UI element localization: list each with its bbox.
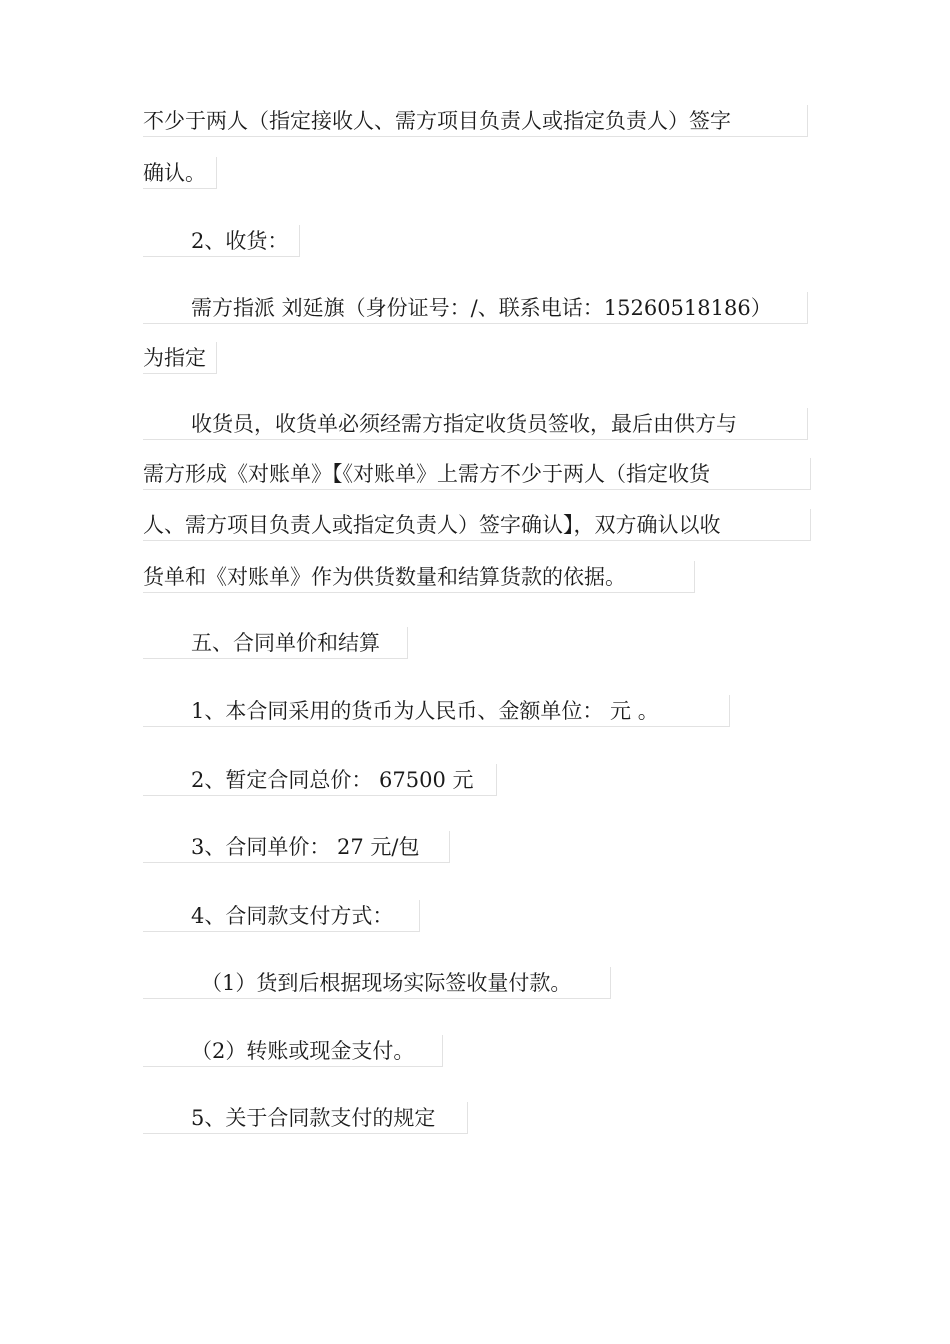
text-line: 为指定 — [143, 342, 217, 374]
text-line: 人、需方项目负责人或指定负责人）签字确认】，双方确认以收 — [143, 509, 811, 541]
text-line: 1、本合同采用的货币为人民币、金额单位： 元 。 — [143, 695, 730, 727]
text-line: 确认。 — [143, 157, 217, 189]
text-line: 3、合同单价： 27 元/包 — [143, 831, 450, 863]
text-line: 需方指派 刘延旗（身份证号：/、联系电话：15260518186） — [143, 292, 808, 324]
text-line: 不少于两人（指定接收人、需方项目负责人或指定负责人）签字 — [143, 105, 808, 137]
text-line: 需方形成《对账单》【《对账单》上需方不少于两人（指定收货 — [143, 458, 811, 490]
text-line: 2、暂定合同总价： 67500 元 — [143, 764, 497, 796]
text-line: 4、合同款支付方式： — [143, 900, 420, 932]
list-item: （2）转账或现金支付。 — [143, 1035, 443, 1067]
text-line: 5、关于合同款支付的规定 — [143, 1102, 468, 1134]
text-line: 货单和《对账单》作为供货数量和结算货款的依据。 — [143, 561, 695, 593]
text-line: 收货员，收货单必须经需方指定收货员签收，最后由供方与 — [143, 408, 808, 440]
section-heading: 2、收货： — [143, 225, 300, 257]
section-heading: 五、合同单价和结算 — [143, 627, 408, 659]
list-item: （1）货到后根据现场实际签收量付款。 — [143, 967, 611, 999]
